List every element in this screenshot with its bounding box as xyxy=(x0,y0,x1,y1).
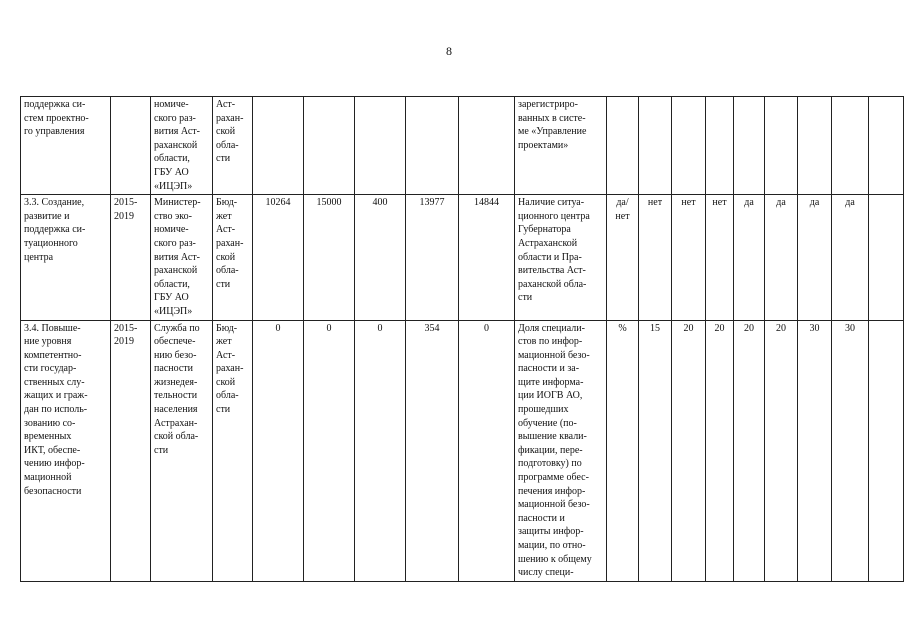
target-cell: 15 xyxy=(639,320,672,581)
indicator-cell: Доля специали- стов по инфор- мационной безо- пасности и за- щите информа- ции ИОГВ АО, прошедших обучение (по- вышение квали- фикации, пере- подготовку) по программе обес- печения инфор- мационной безо- пасности и защиты инфор- мации, по отно- шению к общему числу специ- xyxy=(515,320,607,581)
program-table xyxy=(20,96,904,582)
executor-cell: Служба по обеспече- нию безо- пасности жизнедея- тельности населения Астрахан- ской обла- сти xyxy=(151,320,213,581)
target-cell xyxy=(869,195,904,320)
target-cell: 20 xyxy=(734,320,765,581)
amount-2018: 13977 xyxy=(406,195,459,320)
target-cell xyxy=(672,97,706,195)
indicator-cell: Наличие ситуа- ционного центра Губернатора Астраханской области и Пра- вительства Аст- раханской обла- сти xyxy=(515,195,607,320)
unit-cell: да/ нет xyxy=(607,195,639,320)
amount-2018: 354 xyxy=(406,320,459,581)
table-row xyxy=(21,97,904,195)
funding-source-cell: Бюд- жет Аст- рахан- ской обла- сти xyxy=(213,195,253,320)
funding-source-cell: Аст- рахан- ской обла- сти xyxy=(213,97,253,195)
target-cell xyxy=(734,97,765,195)
target-cell: да xyxy=(765,195,798,320)
amount-2018 xyxy=(406,97,459,195)
period-cell: 2015- 2019 xyxy=(111,320,151,581)
indicator-cell: зарегистриро- ванных в систе- ме «Управление проектами» xyxy=(515,97,607,195)
activity-name: поддержка си- стем проектно- го управления xyxy=(21,97,111,195)
funding-source-cell: Бюд- жет Аст- рахан- ской обла- сти xyxy=(213,320,253,581)
target-cell: да xyxy=(734,195,765,320)
target-cell: да xyxy=(798,195,832,320)
target-cell: 30 xyxy=(798,320,832,581)
target-cell: да xyxy=(832,195,869,320)
target-cell: 30 xyxy=(832,320,869,581)
amount-2017: 0 xyxy=(355,320,406,581)
table-row xyxy=(21,320,904,581)
amount-2016 xyxy=(304,97,355,195)
target-cell: нет xyxy=(639,195,672,320)
amount-2019 xyxy=(459,97,515,195)
unit-cell xyxy=(607,97,639,195)
target-cell: 20 xyxy=(672,320,706,581)
unit-cell: % xyxy=(607,320,639,581)
target-cell: 20 xyxy=(765,320,798,581)
target-cell xyxy=(706,97,734,195)
amount-2015: 10264 xyxy=(253,195,304,320)
target-cell xyxy=(832,97,869,195)
executor-cell: Министер- ство эко- номиче- ского раз- вития Аст- раханской области, ГБУ АО «ИЦЭП» xyxy=(151,195,213,320)
amount-2019: 0 xyxy=(459,320,515,581)
target-cell: нет xyxy=(672,195,706,320)
target-cell: 20 xyxy=(706,320,734,581)
executor-cell: номиче- ского раз- вития Аст- раханской области, ГБУ АО «ИЦЭП» xyxy=(151,97,213,195)
activity-name: 3.3. Создание, развитие и поддержка си- туационного центра xyxy=(21,195,111,320)
amount-2017 xyxy=(355,97,406,195)
target-cell xyxy=(869,320,904,581)
target-cell xyxy=(869,97,904,195)
amount-2016: 15000 xyxy=(304,195,355,320)
activity-name: 3.4. Повыше- ние уровня компетентно- сти государ- ственных слу- жащих и граж- дан по исполь- зованию со- временных ИКТ, обеспе- чению инфор- мационной безопасности xyxy=(21,320,111,581)
amount-2016: 0 xyxy=(304,320,355,581)
target-cell xyxy=(765,97,798,195)
page-number: 8 xyxy=(446,44,452,58)
target-cell: нет xyxy=(706,195,734,320)
target-cell xyxy=(639,97,672,195)
target-cell xyxy=(798,97,832,195)
amount-2017: 400 xyxy=(355,195,406,320)
table-row xyxy=(21,195,904,320)
amount-2015 xyxy=(253,97,304,195)
amount-2019: 14844 xyxy=(459,195,515,320)
amount-2015: 0 xyxy=(253,320,304,581)
period-cell xyxy=(111,97,151,195)
period-cell: 2015- 2019 xyxy=(111,195,151,320)
